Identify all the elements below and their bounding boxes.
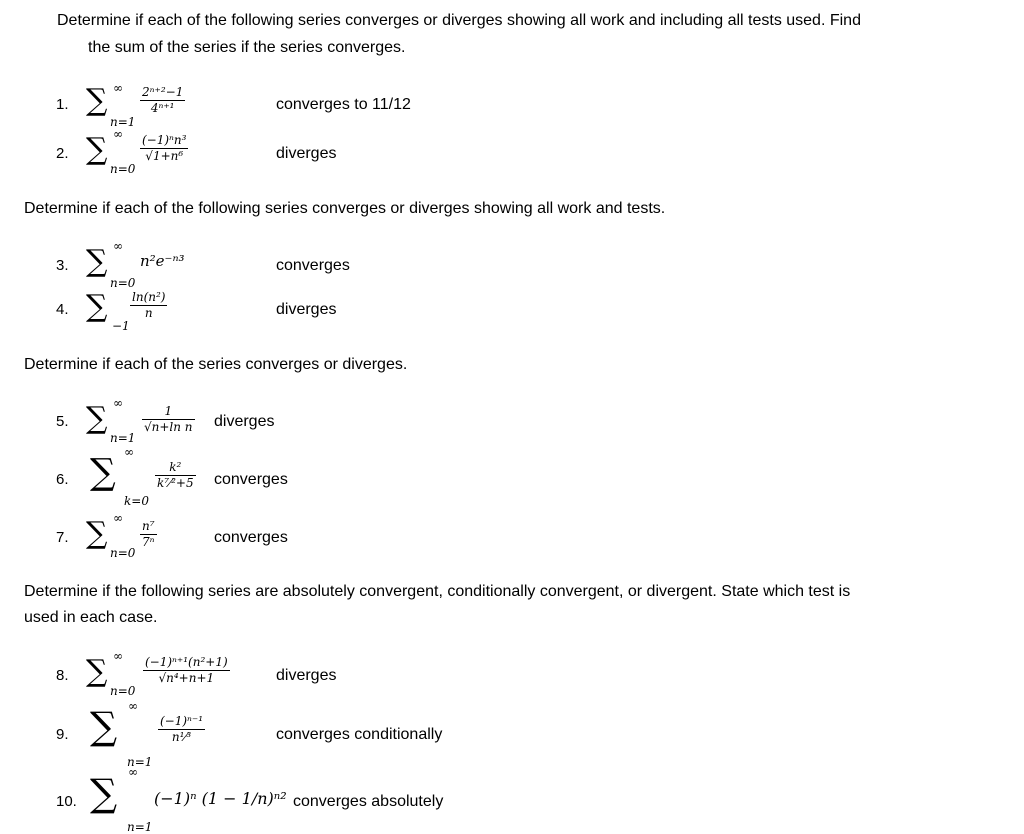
term-numerator: n⁷ xyxy=(142,519,155,533)
series-term xyxy=(158,715,205,744)
sigma-symbol: ∑ xyxy=(86,244,108,279)
section-1-instruction-line2: the sum of the series if the series converges. xyxy=(88,39,406,56)
series-term xyxy=(140,86,185,115)
series-term xyxy=(155,461,196,490)
sum-lower-limit: n=1 xyxy=(110,115,136,129)
problem-answer: converges conditionally xyxy=(276,726,443,743)
term-denominator: 4ⁿ⁺¹ xyxy=(150,101,175,115)
sum-lower-limit: k=0 xyxy=(124,494,149,508)
sigma-symbol: ∑ xyxy=(86,83,108,118)
sigma-symbol: ∑ xyxy=(86,289,108,324)
section-4-instruction-line1: Determine if the following series are absolutely convergent, conditionally convergent, or divergent. State which test is xyxy=(24,583,851,600)
term-denominator: n¹⁄³ xyxy=(171,730,192,744)
problem-answer: diverges xyxy=(276,301,337,318)
problem-number: 7. xyxy=(56,529,69,546)
problem-answer: diverges xyxy=(276,667,337,684)
sum-upper-limit: ∞ xyxy=(113,649,123,663)
sigma-symbol: ∑ xyxy=(86,516,108,551)
sum-upper-limit: ∞ xyxy=(128,699,138,713)
problem-number: 9. xyxy=(56,726,69,743)
series-term xyxy=(140,134,188,163)
term-denominator: √n⁴+n+1 xyxy=(158,671,215,685)
sum-lower-limit: n=1 xyxy=(110,431,136,445)
series-term xyxy=(130,291,167,320)
sum-upper-limit: ∞ xyxy=(113,81,123,95)
sigma-symbol: ∑ xyxy=(86,401,108,436)
term-denominator: √1+n⁶ xyxy=(145,149,184,163)
problem-number: 1. xyxy=(56,96,69,113)
problem-number: 10. xyxy=(56,793,77,810)
sum-upper-limit: ∞ xyxy=(128,765,138,779)
term-denominator: √n+ln n xyxy=(144,420,193,434)
sum-upper-limit: ∞ xyxy=(113,396,123,410)
term-numerator: (−1)ⁿn³ xyxy=(142,133,187,147)
section-3-instruction: Determine if each of the series converges or diverges. xyxy=(24,356,408,373)
sigma-symbol: ∑ xyxy=(90,704,118,748)
sum-lower-limit: n=0 xyxy=(110,276,136,290)
sum-upper-limit: ∞ xyxy=(124,445,134,459)
term-numerator: 1 xyxy=(164,404,173,418)
sum-upper-limit: ∞ xyxy=(113,239,123,253)
problem-number: 5. xyxy=(56,413,69,430)
section-4-instruction-line2: used in each case. xyxy=(24,609,158,626)
problem-answer: diverges xyxy=(276,145,337,162)
series-term xyxy=(143,656,230,685)
term-numerator: k² xyxy=(169,460,182,474)
term-numerator: 2ⁿ⁺²−1 xyxy=(142,85,184,99)
sum-lower-limit: n=1 xyxy=(127,820,153,834)
series-term: n²e⁻ⁿ³ xyxy=(140,252,185,270)
problem-answer: converges xyxy=(276,257,350,274)
sigma-symbol: ∑ xyxy=(86,654,108,689)
term-numerator: (−1)ⁿ⁻¹ xyxy=(160,714,204,728)
sum-lower-limit: −1 xyxy=(112,319,130,333)
section-2-instruction: Determine if each of the following series converges or diverges showing all work and tests. xyxy=(24,200,666,217)
term-numerator: ln(n²) xyxy=(132,290,166,304)
problem-number: 4. xyxy=(56,301,69,318)
problem-answer: converges xyxy=(214,471,288,488)
series-term xyxy=(142,405,195,434)
problem-number: 6. xyxy=(56,471,69,488)
sum-upper-limit: ∞ xyxy=(113,127,123,141)
term-denominator: 7ⁿ xyxy=(142,535,155,549)
sum-lower-limit: n=0 xyxy=(110,684,136,698)
sum-lower-limit: n=1 xyxy=(127,755,153,769)
series-term: (−1)ⁿ (1 − 1/n)ⁿ² xyxy=(154,789,287,808)
sigma-symbol: ∑ xyxy=(90,771,118,815)
series-term xyxy=(140,520,157,549)
problem-answer: converges absolutely xyxy=(293,793,444,810)
term-numerator: (−1)ⁿ⁺¹(n²+1) xyxy=(145,655,228,669)
problem-answer: diverges xyxy=(214,413,275,430)
term-denominator: k⁷⁄²+5 xyxy=(157,476,194,490)
problem-answer: converges to 11/12 xyxy=(276,96,411,113)
sigma-symbol: ∑ xyxy=(86,132,108,167)
problem-number: 2. xyxy=(56,145,69,162)
problem-number: 3. xyxy=(56,257,69,274)
problem-answer: converges xyxy=(214,529,288,546)
sum-upper-limit: ∞ xyxy=(113,511,123,525)
sigma-symbol: ∑ xyxy=(90,452,116,493)
sum-lower-limit: n=0 xyxy=(110,162,136,176)
term-denominator: n xyxy=(144,306,153,320)
sum-lower-limit: n=0 xyxy=(110,546,136,560)
problem-number: 8. xyxy=(56,667,69,684)
section-1-instruction-line1: Determine if each of the following series converges or diverges showing all work and including all tests used. Find xyxy=(57,12,861,29)
